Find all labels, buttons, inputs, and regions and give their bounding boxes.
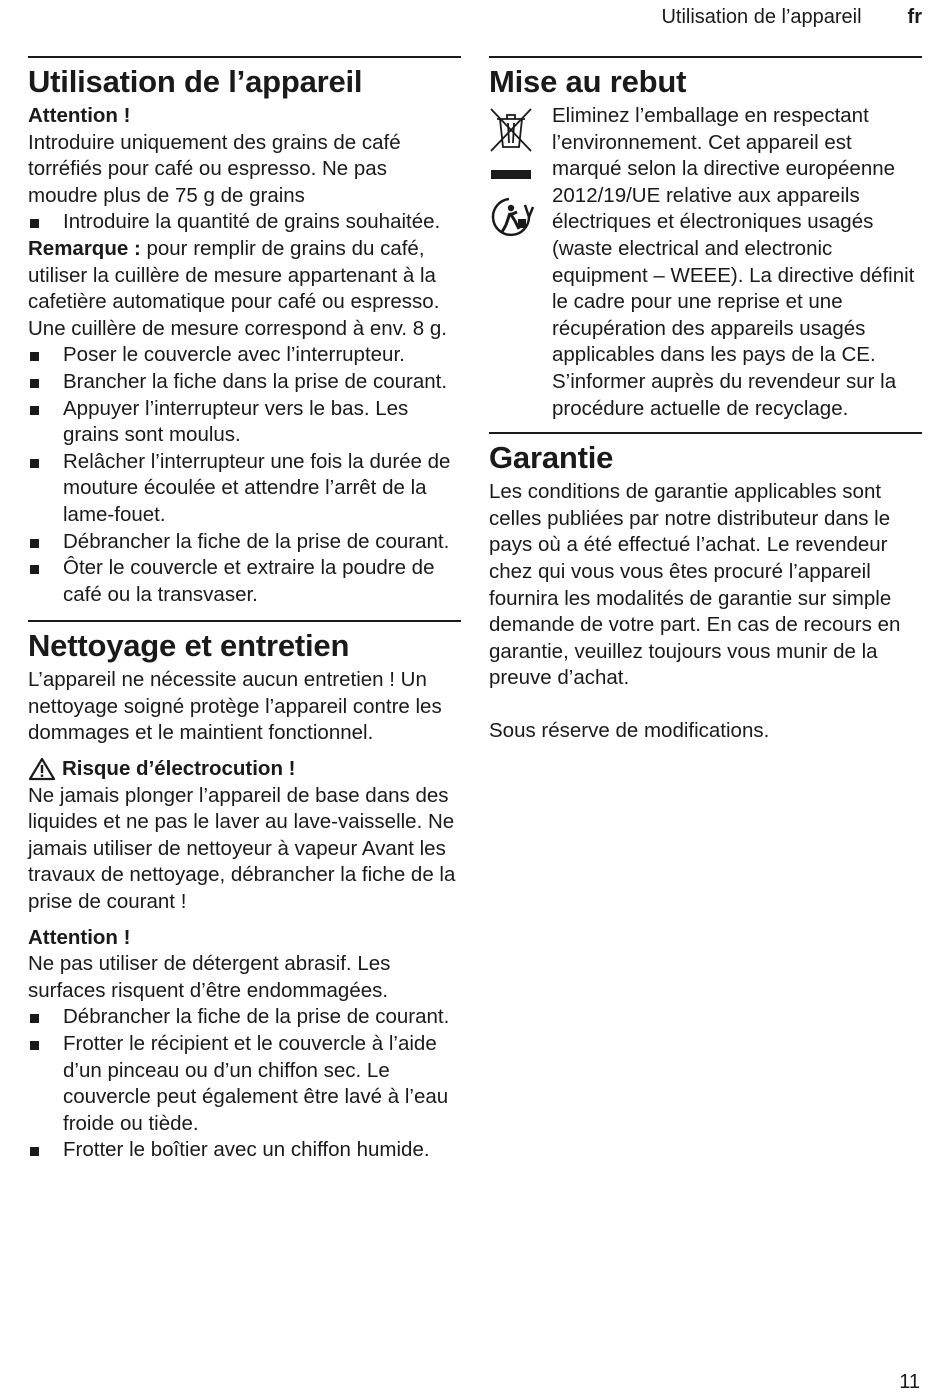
garantie-text: Les conditions de garantie applicables sont celles publiées par notre distributeur dans le pays où a été effectué l’achat. Le revendeur chez qui vous vous êtes procuré l’appareil fournira les modalités de garantie sur simple demande de votre part. En cas de recours en garantie, veuillez toujours vous munir de la preuve d’achat. bbox=[489, 480, 901, 690]
remarque-text: pour remplir de grains du café, utiliser la cuillère de mesure appartenant à la cafetière automatique pour café ou espresso. Une cuillère de mesure correspond à env. 8 g. bbox=[28, 236, 447, 340]
risk-label: Risque d’électrocution ! bbox=[62, 757, 296, 781]
list-item: Poser le couvercle avec l’interrupteur. bbox=[28, 342, 461, 369]
section-nettoyage bbox=[28, 620, 461, 1164]
remarque-paragraph bbox=[28, 236, 461, 342]
nettoyage-list bbox=[28, 1004, 461, 1164]
list-item: Relâcher l’interrupteur une fois la durée de mouture écoulée et attendre l’arrêt de la lame-fouet. bbox=[28, 449, 461, 529]
list-item: Débrancher la fiche de la prise de courant. bbox=[28, 1004, 461, 1031]
rebut-text: Eliminez l’emballage en respectant l’environnement. Cet appareil est marqué selon la directive européenne 2012/19/UE relative aux appareils électriques et électroniques usagés (waste electrical and electronic equipment – WEEE). La directive définit le cadre pour une reprise et une récupération des appareils usagés applicables dans les pays de la CE. S’informer auprès du revendeur sur la procédure actuelle de recyclage. bbox=[552, 104, 915, 420]
attention-text: Introduire uniquement des grains de café torréfiés pour café ou espresso. Ne pas moudre plus de 75 g de grains bbox=[28, 130, 401, 207]
disposal-icons bbox=[489, 103, 552, 422]
nettoyage-intro: L’appareil ne nécessite aucun entretien ! Un nettoyage soigné protège l’appareil contre les dommages et le maintient fonctionnel. bbox=[28, 668, 442, 745]
crossed-bin-icon bbox=[489, 107, 533, 153]
list-item: Frotter le boîtier avec un chiffon humide. bbox=[28, 1137, 461, 1164]
garantie-heading: Garantie bbox=[489, 440, 614, 476]
nettoyage-heading: Nettoyage et entretien bbox=[28, 628, 350, 664]
attention-label: Attention ! bbox=[28, 104, 131, 127]
nettoyage-attention-text: Ne pas utiliser de détergent abrasif. Les surfaces risquent d’être endommagées. bbox=[28, 952, 391, 1002]
page-number: 11 bbox=[899, 1371, 920, 1393]
risk-text: Ne jamais plonger l’appareil de base dans des liquides et ne pas le laver au lave-vaisselle. Ne jamais utiliser de nettoyeur à vapeur Avant les travaux de nettoyage, débrancher la fiche de la prise de courant ! bbox=[28, 783, 456, 914]
warning-triangle-icon bbox=[28, 757, 56, 781]
rebut-heading: Mise au rebut bbox=[489, 64, 687, 99]
separator-bar-icon bbox=[491, 170, 531, 179]
utilisation-heading: Utilisation de l’appareil bbox=[28, 64, 363, 99]
remarque-label: Remarque : bbox=[28, 236, 141, 260]
section-utilisation bbox=[28, 56, 461, 608]
list-item: Introduire la quantité de grains souhaitée. bbox=[28, 209, 461, 236]
list-item: Brancher la fiche dans la prise de courant. bbox=[28, 369, 461, 396]
right-column bbox=[489, 56, 922, 744]
triman-recycling-icon bbox=[489, 195, 537, 239]
risk-warning bbox=[28, 756, 461, 783]
nettoyage-attention-label: Attention ! bbox=[28, 925, 131, 949]
list-item: Ôter le couvercle et extraire la poudre de café ou la transvaser. bbox=[28, 555, 461, 608]
list-item: Appuyer l’interrupteur vers le bas. Les grains sont moulus. bbox=[28, 396, 461, 449]
utilisation-list-1 bbox=[28, 209, 461, 236]
list-item: Frotter le récipient et le couvercle à l’aide d’un pinceau ou d’un chiffon sec. Le couvercle peut également être lavé à l’eau froide ou tiède. bbox=[28, 1031, 461, 1137]
header-title: Utilisation de l’appareil bbox=[661, 6, 862, 28]
left-column bbox=[28, 56, 461, 1164]
section-garantie bbox=[489, 432, 922, 744]
language-code: fr bbox=[907, 6, 922, 28]
garantie-note: Sous réserve de modifications. bbox=[489, 718, 770, 742]
running-header bbox=[661, 6, 922, 29]
utilisation-list-2 bbox=[28, 342, 461, 608]
list-item: Débrancher la fiche de la prise de courant. bbox=[28, 529, 461, 556]
section-rebut bbox=[489, 56, 922, 422]
